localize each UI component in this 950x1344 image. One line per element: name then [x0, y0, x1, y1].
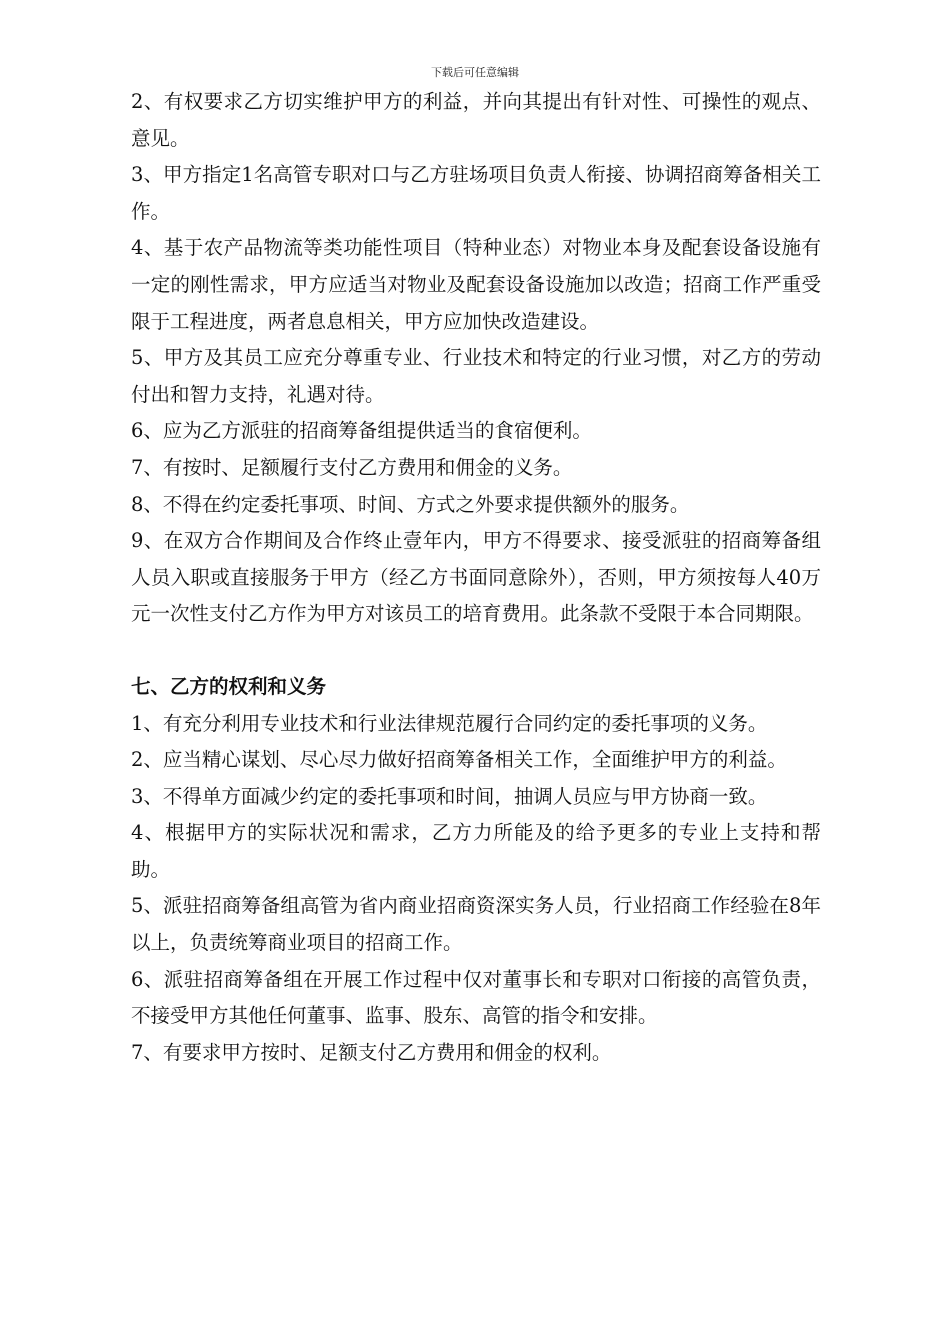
s6-item-4: 4、基于农产品物流等类功能性项目（特种业态）对物业本身及配套设备设施有一定的刚性需求，甲方应适当对物业及配套设备设施加以改造；招商工作严重受限于工程进度，两者息息相关，甲方应加快改造建设。 [131, 236, 821, 333]
document-body [131, 84, 821, 1071]
s7-item-4: 4、根据甲方的实际状况和需求，乙方力所能及的给予更多的专业上支持和帮助。 [131, 821, 821, 881]
s6-item-8: 8、不得在约定委托事项、时间、方式之外要求提供额外的服务。 [131, 492, 690, 516]
section-heading: 七、乙方的权利和义务 [131, 674, 327, 698]
s6-item-9: 9、在双方合作期间及合作终止壹年内，甲方不得要求、接受派驻的招商筹备组人员入职或直接服务于甲方（经乙方书面同意除外），否则，甲方须按每人40万元一次性支付乙方作为甲方对该员工的培育费用。此条款不受限于本合同期限。 [131, 529, 821, 626]
s7-item-6: 6、派驻招商筹备组在开展工作过程中仅对董事长和专职对口衔接的高管负责，不接受甲方其他任何董事、监事、股东、高管的指令和安排。 [131, 967, 821, 1028]
s7-item-7: 7、有要求甲方按时、足额支付乙方费用和佣金的权利。 [131, 1040, 612, 1064]
s6-item-5: 5、甲方及其员工应充分尊重专业、行业技术和特定的行业习惯，对乙方的劳动付出和智力支持，礼遇对待。 [131, 346, 821, 406]
page-header: 下载后可任意编辑 [431, 66, 519, 79]
s6-item-2: 2、有权要求乙方切实维护甲方的利益，并向其提出有针对性、可操性的观点、意见。 [131, 90, 821, 150]
s6-item-7: 7、有按时、足额履行支付乙方费用和佣金的义务。 [131, 455, 573, 479]
s7-item-1: 1、有充分利用专业技术和行业法律规范履行合同约定的委托事项的义务。 [131, 711, 768, 735]
s6-item-6: 6、应为乙方派驻的招商筹备组提供适当的食宿便利。 [131, 419, 592, 443]
section-gap [131, 633, 821, 669]
s7-item-2: 2、应当精心谋划、尽心尽力做好招商筹备相关工作，全面维护甲方的利益。 [131, 748, 787, 772]
s7-item-5: 5、派驻招商筹备组高管为省内商业招商资深实务人员，行业招商工作经验在8年以上，负责统筹商业项目的招商工作。 [131, 894, 821, 955]
s7-item-3: 3、不得单方面减少约定的委托事项和时间，抽调人员应与甲方协商一致。 [131, 784, 768, 808]
s6-item-3: 3、甲方指定1名高管专职对口与乙方驻场项目负责人衔接、协调招商筹备相关工作。 [131, 163, 821, 223]
